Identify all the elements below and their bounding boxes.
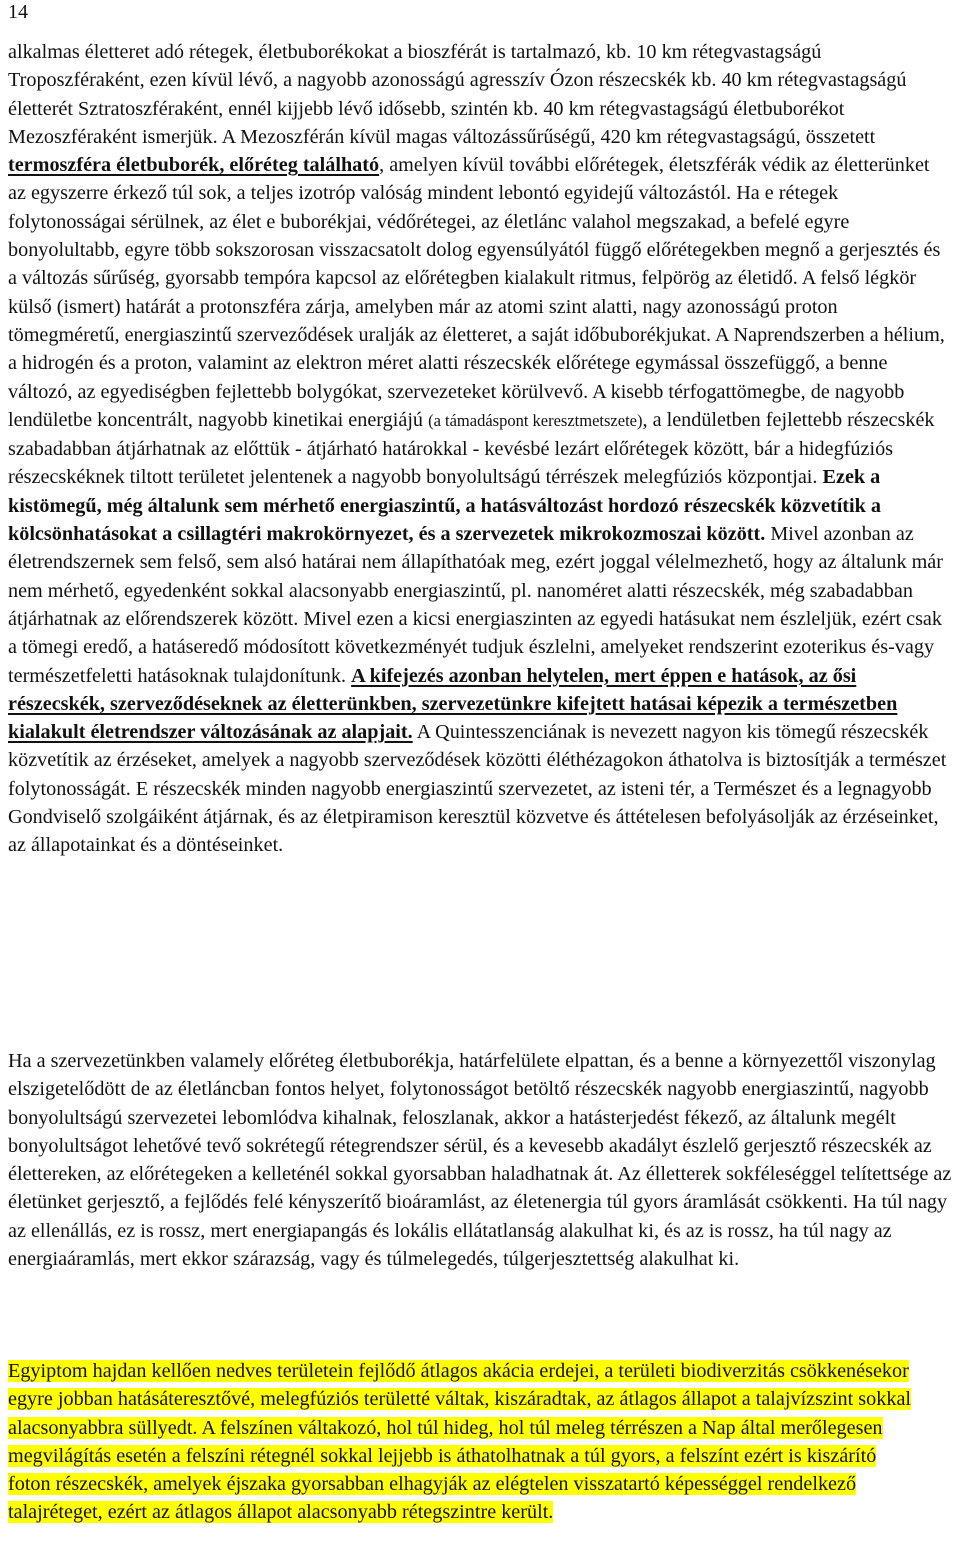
p1-text-5: A Quintesszenciának is nevezett nagyon kis tömegű részecskék közvetítik az érzéseket, amelyek a nagyobb szerveződések közötti éléthézagokon áthatolva is biztosítják a természet folytonosságát. E részecskék minden nagyobb energiaszintű szervezetet, az isteni tér, a Természet és a legnagyobb Gondviselő szolgáiként átjárnak, és az életpiramison keresztül közvetve és áttételesen befolyásolják az érzéseinket, az állapotainkat és a döntéseinket. — [8, 721, 947, 857]
p1-bold-statement: Ezek a kistömegű, még általunk sem mérhető energiaszintű, a hatásváltozást hordozó részecskék közvetítik a kölcsönhatásokat a csillagtéri makrokörnyezet, és a szervezetek mikrokozmoszai között. — [8, 466, 882, 546]
p1-text-3: , a lendületben fejlettebb részecskék szabadabban átjárhatnak az előttük - átjárható határokkal - kevésbé lezárt előrétegek között, bár a hidegfúziós részecskéknek tiltott területet jelentenek a nagyobb bonyolultságú térrészek melegfúziós központjai. — [8, 408, 935, 489]
p1-underlined-bold-term: termoszféra életbuborék, előréteg található — [8, 154, 380, 177]
paragraph-3-highlighted — [8, 1357, 923, 1527]
page-number: 14 — [8, 1, 28, 23]
p1-text-4: Mivel azonban az életrendszernek sem felső, sem alsó határai nem állapíthatóak meg, ezért joggal vélelmezhető, hogy az általunk már nem mérhető, egyedenként sokkal alacsonyabb energiaszintű, pl. nanoméret alatti részecskék, még szabadabban átjárhatnak az előrendszerek között. Mivel ezen a kicsi energiaszinten az egyedi hatásukat nem észleljük, ezért csak a tömegi eredő, a hatáseredő módosított következményét tudjuk észlelni, amelyeket rendszerint ezoterikus és-vagy természetfeletti hatásoknak tulajdonítunk. — [8, 523, 943, 687]
paragraph-1 — [8, 38, 952, 860]
p1-text-1: alkalmas életteret adó rétegek, életbuborékokat a bioszférát is tartalmazó, kb. 10 km rétegvastagságú Troposzféraként, ezen kívül lévő, a nagyobb azonosságú agresszív Ózon részecskék kb. 40 km rétegvastagságú életterét Sztratoszféraként, ennél kijjebb lévő idősebb, szintén kb. 40 km rétegvastagságú életbuborékot Mezoszféraként ismerjük. A Mezoszférán kívül magas változássűrűségű, 420 km rétegvastagságú, összetett — [8, 41, 907, 148]
paragraph-2: Ha a szervezetünkben valamely előréteg életbuborékja, határfelülete elpattan, és a benne a környezettől viszonylag elszigetelődött de az életláncban fontos helyet, folytonosságot betöltő részecskék nagyobb energiaszintű, nagyobb bonyolultságú szervezetei lebomlódva kihalnak, feloszlanak, akkor a hatásterjedést fékező, az általunk megélt bonyolultságot lehetővé tevő sokrétegű rétegrendszer sérül, és a kevesebb akadályt észlelő gerjesztő részecskék az élettereken, az előrétegeken a kelleténél sokkal gyorsabban haladhatnak át. Az élletterek sokféleséggel telítettsége az életünket gerjesztő, a fejlődés felé kényszerítő bioáramlást, az életenergia túl gyors áramlását csökkenti. Ha túl nagy az ellenállás, ez is rossz, mert energiapangás és lokális ellátatlanság alakulhat ki, és az is rossz, ha túl nagy az energiaáramlás, mert ekkor szárazság, vagy és túlmelegedés, túlgerjesztettség alakulhat ki. — [8, 1050, 952, 1271]
p1-text-2: , amelyen kívül további előrétegek, életszférák védik az életterünket az egyszerre érkező túl sok, a teljes izotróp valóság mindent lebontó egyidejű változástól. Ha e rétegek folytonosságai sérülnek, az élet e buborékjai, védőrétegei, az életlánc valahol megszakad, a befelé egyre bonyolultabb, egyre több sokszorosan visszacsatolt dolog egyensúlyától függő előrétegekben megnő a gerjesztés és a változás sűrűség, gyorsabb tempóra kapcsol az előrétegben kialakult ritmus, felpörög az életidő. A felső légkör külső (ismert) határát a protonszféra zárja, amelyben már az atomi szint alatti, nagy azonosságú proton tömegméretű, energiaszintű szerveződések uralják az életteret, a saját időbuborékjukat. A Naprendszerben a hélium, a hidrogén és a proton, valamint az elektron méret alatti részecskék előrétege egymással összefüggő, a benne változó, az egyediségben fejlettebb bolygókat, szervezeteket körülvevő. A kisebb térfogattömegbe, de nagyobb lendületbe koncentrált, nagyobb kinetikai energiájú — [8, 154, 945, 431]
p1-small-note: (a támadáspont keresztmetszete) — [428, 410, 643, 430]
p3-highlighted-text: Egyiptom hajdan kellően nedves területein fejlődő átlagos akácia erdejei, a területi biodiverzitás csökkenésekor egyre jobban hatásáteresztővé, melegfúziós területté váltak, kiszáradtak, az átlagos állapot a talajvízszint sokkal alacsonyabbra süllyedt. A felszínen váltakozó, hol túl hideg, hol túl meleg térrészen a Nap által merőlegesen megvilágítás esetén a felszíni rétegnél sokkal lejjebb is áthatolhatnak a túl gyors, a felszínt ezért is kiszárító foton részecskék, amelyek éjszaka gyorsabban elhagyják az elégtelen visszatartó képességgel rendelkező talajréteget, ezért az átlagos állapot alacsonyabb rétegszintre került. — [8, 1360, 912, 1524]
p1-underlined-bold-statement: A kifejezés azonban helytelen, mert éppen e hatások, az ősi részecskék, szerveződéseknek az életterünkben, szervezetünkre kifejtett hatásai képezik a természetben kialakult életrendszer változásának az alapjait. — [8, 664, 898, 744]
